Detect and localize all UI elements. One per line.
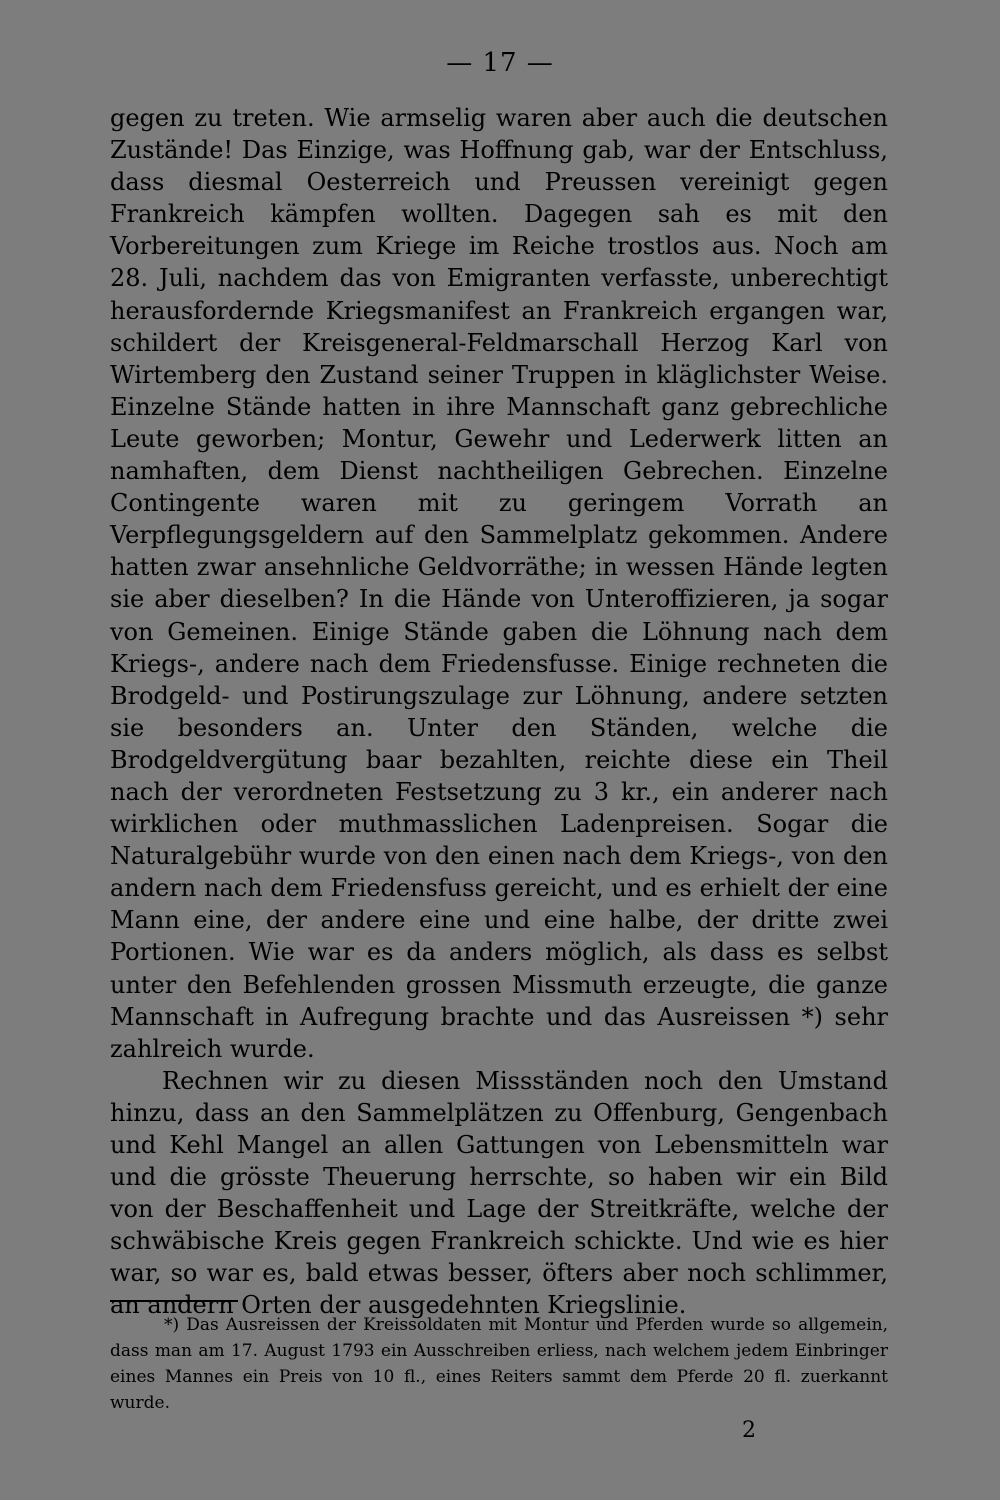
- footnote: *) Das Ausreissen der Kreissoldaten mit Montur und Pferden wurde so allgemein, dass man am 17. August 1793 ein Ausschreiben erliess, nach welchem jedem Einbringer eines Mannes ein Preis von 10 fl., eines Reiters sammt dem Pferde 20 fl. zuerkannt wurde.: [110, 1315, 888, 1413]
- footnote-divider: [110, 1300, 238, 1302]
- paragraph-1: gegen zu treten. Wie armselig waren aber auch die deutschen Zustände! Das Einzige, was Hoffnung gab, war der Entschluss, dass diesmal Oesterreich und Preussen vereinigt gegen Frankreich kämpfen wollten. Dagegen sah es mit den Vorbereitungen zum Kriege im Reiche trostlos aus. Noch am 28. Juli, nachdem das von Emigranten verfasste, unberechtigt herausfordernde Kriegsmanifest an Frankreich ergangen war, schildert der Kreisgeneral-Feldmarschall Herzog Karl von Wirtemberg den Zustand seiner Truppen in kläglichster Weise. Einzelne Stände hatten in ihre Mannschaft ganz gebrechliche Leute geworben; Montur, Gewehr und Lederwerk litten an namhaften, dem Dienst nachtheiligen Gebrechen. Einzelne Contingente waren mit zu geringem Vorrath an Verpflegungsgeldern auf den Sammelplatz gekommen. Andere hatten zwar ansehnliche Geldvorräthe; in wessen Hände legten sie aber dieselben? In die Hände von Unteroffizieren, ja sogar von Gemeinen. Einige Stände gaben die Löhnung nach dem Kriegs-, andere nach dem Friedensfusse. Einige rechneten die Brodgeld- und Postirungszulage zur Löhnung, andere setzten sie besonders an. Unter den Ständen, welche die Brodgeldvergütung baar bezahlten, reichte diese ein Theil nach der verordneten Festsetzung zu 3 kr., ein anderer nach wirklichen oder muthmasslichen Ladenpreisen. Sogar die Naturalgebühr wurde von den einen nach dem Kriegs-, von den andern nach dem Friedensfuss gereicht, und es erhielt der eine Mann eine, der andere eine und eine halbe, der dritte zwei Portionen. Wie war es da anders möglich, als dass es selbst unter den Befehlenden grossen Missmuth erzeugte, die ganze Mannschaft in Aufregung brachte und das Ausreissen *) sehr zahlreich wurde.: [110, 104, 888, 1063]
- page-number-header: — 17 —: [446, 48, 554, 78]
- signature-mark: 2: [742, 1418, 756, 1443]
- body-text: [110, 102, 888, 1322]
- paragraph-2: Rechnen wir zu diesen Missständen noch den Umstand hinzu, dass an den Sammelplätzen zu Offenburg, Gengenbach und Kehl Mangel an allen Gattungen von Lebensmitteln war und die grösste Theuerung herrschte, so haben wir ein Bild von der Beschaffenheit und Lage der Streitkräfte, welche der schwäbische Kreis gegen Frankreich schickte. Und wie es hier war, so war es, bald etwas besser, öfters aber noch schlimmer, an andern Orten der ausgedehnten Kriegslinie.: [110, 1066, 888, 1320]
